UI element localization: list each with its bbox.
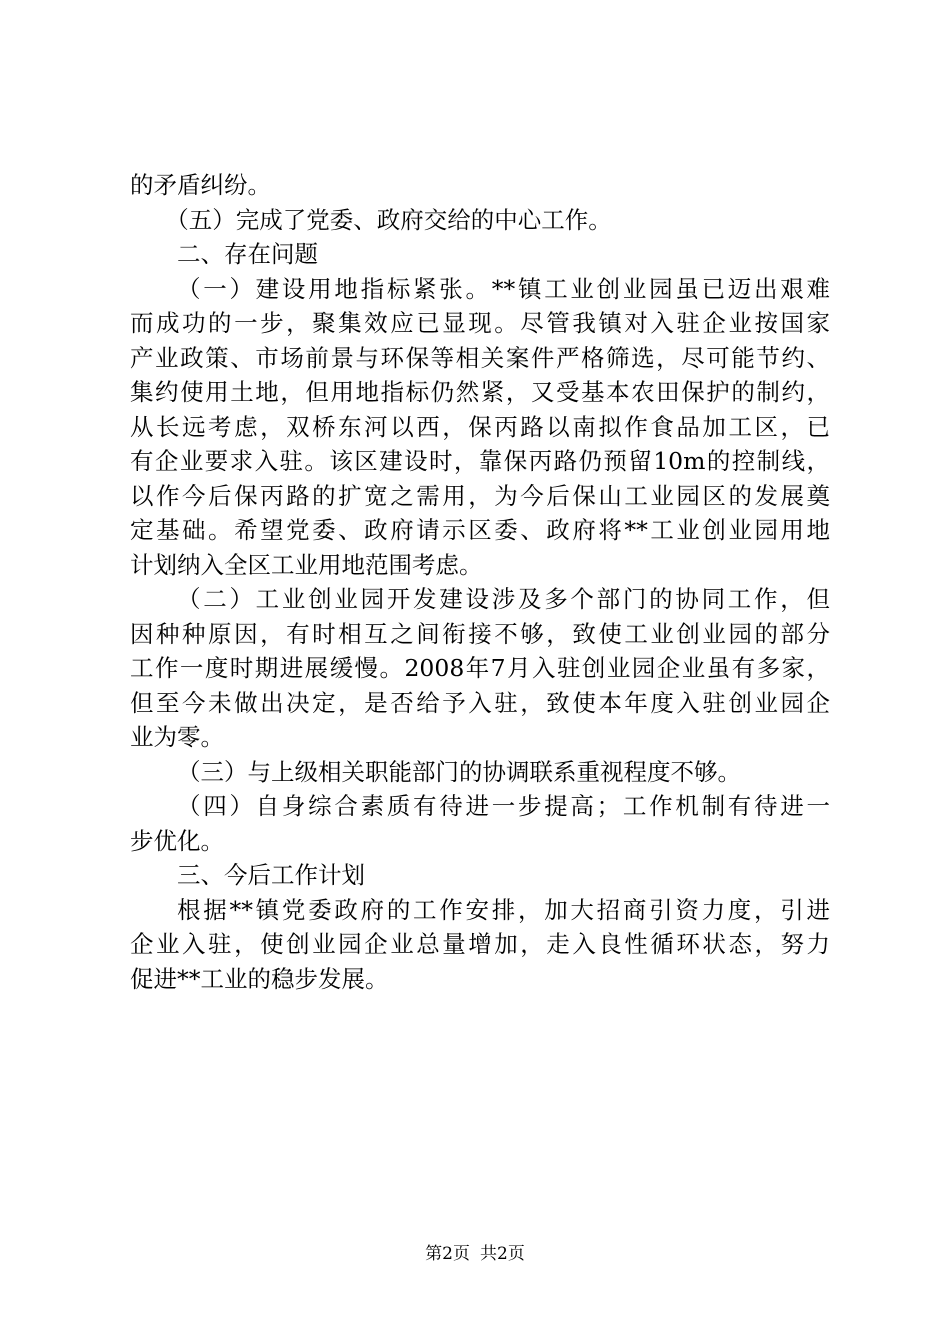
text-line: 而成功的一步，聚集效应已显现。尽管我镇对入驻企业按国家 <box>130 309 830 337</box>
text-line: 促进**工业的稳步发展。 <box>130 964 389 993</box>
text-line: （五）完成了党委、政府交给的中心工作。 <box>165 205 612 234</box>
text-line: 定基础。希望党委、政府请示区委、政府将**工业创业园用地 <box>130 516 830 544</box>
text-line: 企业入驻，使创业园企业总量增加，走入良性循环状态，努力 <box>130 930 830 958</box>
text-line: 根据**镇党委政府的工作安排，加大招商引资力度，引进 <box>177 895 830 924</box>
document-body <box>130 168 830 996</box>
text-line: 计划纳入全区工业用地范围考虑。 <box>130 550 483 579</box>
text-line: （三）与上级相关职能部门的协调联系重视程度不够。 <box>177 757 741 786</box>
text-line: 因种种原因，有时相互之间衔接不够，致使工业创业园的部分 <box>130 619 830 648</box>
text-line: 步优化。 <box>130 826 224 855</box>
page-footer <box>0 1242 950 1266</box>
text-line: 有企业要求入驻。该区建设时，靠保丙路仍预留10m的控制线， <box>130 447 830 475</box>
text-line: 业为零。 <box>130 723 224 751</box>
text-line: 工作一度时期进展缓慢。2008年7月入驻创业园企业虽有多家， <box>130 654 830 682</box>
page-total: 共2页 <box>480 1244 525 1264</box>
page-number: 第2页 <box>425 1244 470 1264</box>
text-line: 以作今后保丙路的扩宽之需用，为今后保山工业园区的发展奠 <box>130 481 830 510</box>
text-line: 产业政策、市场前景与环保等相关案件严格筛选，尽可能节约、 <box>130 343 830 372</box>
text-line: 但至今未做出决定，是否给予入驻，致使本年度入驻创业园企 <box>130 688 830 717</box>
text-line: （四）自身综合素质有待进一步提高；工作机制有待进一 <box>177 792 830 820</box>
text-line: 集约使用土地，但用地指标仍然紧，又受基本农田保护的制约， <box>130 378 830 406</box>
text-line: 从长远考虑，双桥东河以西，保丙路以南拟作食品加工区，已 <box>130 412 830 441</box>
text-line: 二、存在问题 <box>177 240 318 268</box>
text-line: 的矛盾纠纷。 <box>130 171 271 199</box>
text-line: （二）工业创业园开发建设涉及多个部门的协同工作，但 <box>177 585 830 613</box>
text-line: （一）建设用地指标紧张。**镇工业创业园虽已迈出艰难 <box>177 274 830 303</box>
text-line: 三、今后工作计划 <box>177 861 365 889</box>
